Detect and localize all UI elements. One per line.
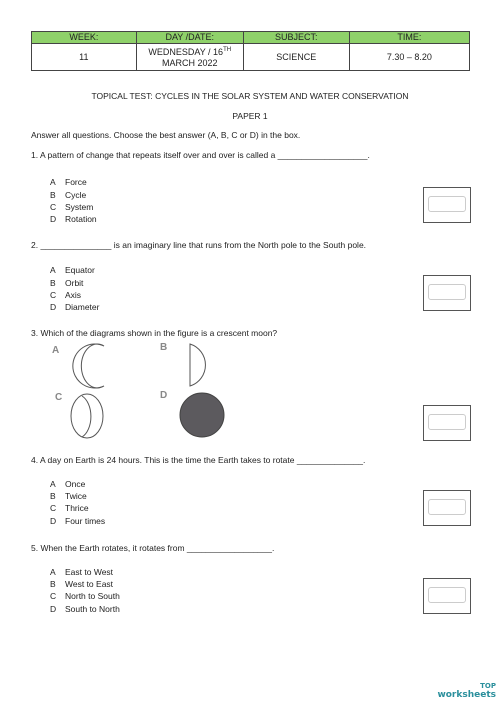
logo-line1: TOP xyxy=(480,682,496,690)
logo-line2: worksheets xyxy=(437,690,496,700)
q1-option-d: D Rotation xyxy=(50,214,97,224)
q5-answer-box xyxy=(423,578,471,614)
question-1-text: 1. A pattern of change that repeats itself over and over is called a ___________________. xyxy=(31,150,370,160)
q2-answer-input[interactable] xyxy=(428,284,466,300)
question-3-text: 3. Which of the diagrams shown in the figure is a crescent moon? xyxy=(31,328,278,338)
header-week-value: 11 xyxy=(32,44,137,71)
date-line1: WEDNESDAY / 16 xyxy=(148,47,224,57)
moon-d-new xyxy=(180,393,224,437)
header-subject-value: SCIENCE xyxy=(243,44,349,71)
q2-answer-box xyxy=(423,275,471,311)
q5-option-b: B West to East xyxy=(50,579,114,589)
header-date-value xyxy=(136,44,243,71)
date-line2: MARCH 2022 xyxy=(161,58,218,68)
diagram-label-c: C xyxy=(55,392,63,403)
topworksheets-logo xyxy=(436,682,496,700)
q3-answer-input[interactable] xyxy=(428,414,466,430)
q1-answer-input[interactable] xyxy=(428,196,466,212)
header-time-value: 7.30 – 8.20 xyxy=(349,44,469,71)
moon-b-half xyxy=(190,344,205,386)
header-week-label: WEEK: xyxy=(32,32,137,44)
diagram-label-d: D xyxy=(160,390,168,401)
header-subject-label: SUBJECT: xyxy=(243,32,349,44)
q2-option-b: B Orbit xyxy=(50,278,84,288)
moon-phase-diagrams xyxy=(60,340,240,445)
q2-option-d: D Diameter xyxy=(50,302,100,312)
diagram-label-b: B xyxy=(160,342,168,353)
q2-option-a: A Equator xyxy=(50,265,95,275)
q1-option-a: A Force xyxy=(50,177,87,187)
q4-option-b: B Twice xyxy=(50,491,87,501)
test-title: TOPICAL TEST: CYCLES IN THE SOLAR SYSTEM AND WATER CONSERVATION xyxy=(91,91,409,101)
diagram-label-a: A xyxy=(52,345,60,356)
q5-answer-input[interactable] xyxy=(428,587,466,603)
q3-answer-box xyxy=(423,405,471,441)
moon-a-crescent xyxy=(73,344,104,388)
q1-option-c: C System xyxy=(50,202,94,212)
header-table xyxy=(31,31,470,71)
question-4-text: 4. A day on Earth is 24 hours. This is the time the Earth takes to rotate ______________. xyxy=(31,455,366,465)
date-sup: TH xyxy=(223,47,232,53)
q5-option-d: D South to North xyxy=(50,604,120,614)
question-2-text: 2. _______________ is an imaginary line that runs from the North pole to the South pole. xyxy=(31,240,367,250)
q1-answer-box xyxy=(423,187,471,223)
q4-answer-input[interactable] xyxy=(428,499,466,515)
q5-option-c: C North to South xyxy=(50,591,120,601)
q2-option-c: C Axis xyxy=(50,290,82,300)
q4-option-a: A Once xyxy=(50,479,86,489)
header-time-label: TIME: xyxy=(349,32,469,44)
header-date-label: DAY /DATE: xyxy=(136,32,243,44)
q4-option-d: D Four times xyxy=(50,516,106,526)
question-5-text: 5. When the Earth rotates, it rotates from __________________. xyxy=(31,543,275,553)
instructions: Answer all questions. Choose the best answer (A, B, C or D) in the box. xyxy=(31,130,301,140)
q4-answer-box xyxy=(423,490,471,526)
paper-label: PAPER 1 xyxy=(232,111,268,121)
q4-option-c: C Thrice xyxy=(50,503,89,513)
q5-option-a: A East to West xyxy=(50,567,114,577)
q1-option-b: B Cycle xyxy=(50,190,87,200)
